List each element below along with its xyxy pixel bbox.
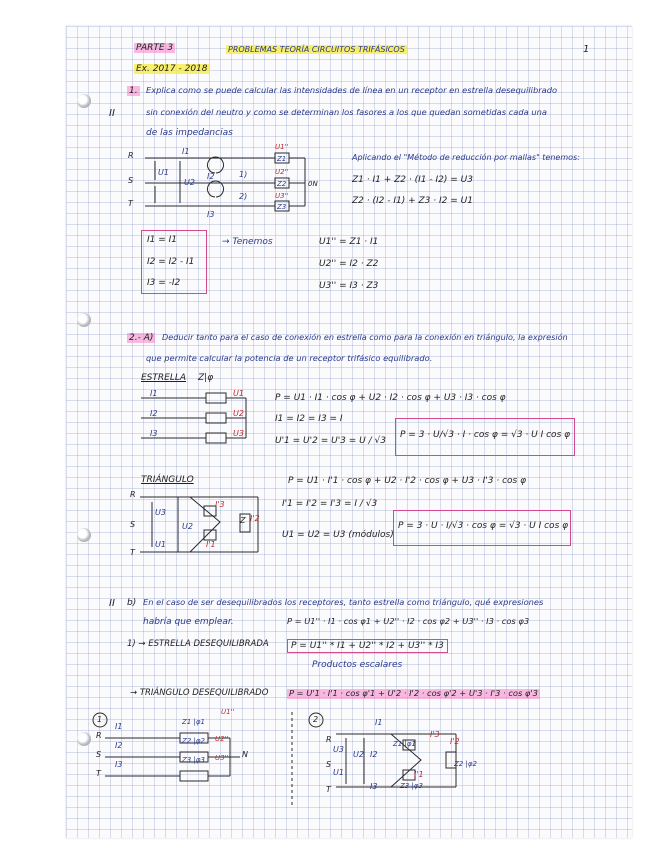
q1-label-i1: I1 <box>182 147 190 156</box>
q1-result1: U1'' = Z1 · I1 <box>319 237 379 247</box>
q1-boxed-eq2: I2 = I2 - I1 <box>147 257 195 267</box>
q2a-delta-u3: U3 <box>155 508 166 517</box>
q2a-star-u1: U1 <box>233 389 244 398</box>
q1-eq1: Z1 · I1 + Z2 · (I1 - I2) = U3 <box>352 175 473 185</box>
q2a-delta-i3p: I'3 <box>215 500 225 509</box>
q2a-delta-u1: U1 <box>155 540 166 549</box>
q1-label-z3: Z3 <box>277 203 287 211</box>
q2a-star-title: ESTRELLA <box>141 373 187 383</box>
header-year: Ex. 2017 - 2018 <box>136 64 208 74</box>
q2b-separator <box>290 712 294 807</box>
q2a-delta-i1p: I'1 <box>206 540 216 549</box>
q2b-fig2-u1: U1 <box>333 768 344 777</box>
binder-hole <box>77 732 91 746</box>
q1-label-u1p: U1'' <box>275 143 289 151</box>
q2b-fig1-n: N <box>242 750 248 759</box>
q2b-fig1-u2: U2'' <box>215 735 229 743</box>
q2b-fig1-i2: I2 <box>115 741 123 750</box>
q2b-fig2-i1p: I'1 <box>414 770 424 779</box>
q2b-fig2-s: S <box>326 760 332 769</box>
q2b-fig1-t: T <box>96 769 101 778</box>
q2b-text-line2: habría que emplear. <box>143 617 234 627</box>
q2b-star-eq2: P = U1'' * I1 + U2'' * I2 + U3'' * I3 <box>287 639 448 653</box>
q2b-star-eq1: P = U1'' · I1 · cos φ1 + U2'' · I2 · cos φ2 + U3'' · I3 · cos φ3 <box>287 616 530 626</box>
q1-marker: II <box>109 108 115 119</box>
q1-label-z1: Z1 <box>277 155 287 163</box>
page-number: 1 <box>583 44 590 55</box>
q2b-fig1-s: S <box>96 750 102 759</box>
q1-result3: U3'' = I3 · Z3 <box>319 281 379 291</box>
q2b-fig2-z3: Z3 |φ3 <box>400 782 423 790</box>
q1-loop1: 1) <box>239 170 248 179</box>
q2b-fig1-z2: Z2 |φ2 <box>182 737 205 745</box>
q2a-delta-eq1: P = U1 · I'1 · cos φ + U2 · I'2 · cos φ + U3 · I'3 · cos φ <box>288 476 527 486</box>
q1-boxed-eq3: I3 = -I2 <box>147 278 181 288</box>
q2b-fig2-u3: U3 <box>333 745 344 754</box>
q2a-star-i1: I1 <box>150 389 158 398</box>
q2b-fig1-z3: Z3 |φ3 <box>182 756 205 764</box>
q2a-text-line1: Deducir tanto para el caso de conexión en estrella como para la conexión en triángulo, la expresión <box>162 332 568 342</box>
binder-hole <box>77 528 91 542</box>
q2b-fig1-i3: I3 <box>115 760 123 769</box>
q2b-star-label: 1) → ESTRELLA DESEQUILIBRADA <box>127 639 269 649</box>
q2a-delta-r: R <box>130 490 136 499</box>
q2a-text-line2: que permite calcular la potencia de un receptor trifásico equilibrado. <box>146 353 433 363</box>
q2a-star-z: Z|φ <box>198 373 214 383</box>
q1-label-u1: U1 <box>158 168 169 177</box>
q2a-star-result: P = 3 · U/√3 · I · cos φ = √3 · U I cos φ <box>400 430 571 440</box>
q2b-fig2-i3: I3 <box>370 782 378 791</box>
q1-phase-s: S <box>128 176 134 185</box>
q1-arrow-text: → Tenemos <box>222 237 273 247</box>
q2a-star-u2: U2 <box>233 409 244 418</box>
q2b-fig2-z1: Z1 |φ1 <box>393 740 416 748</box>
q2a-star-eq1: P = U1 · I1 · cos φ + U2 · I2 · cos φ + U3 · I3 · cos φ <box>275 393 506 403</box>
q1-label-i2: I2 <box>207 172 215 181</box>
q2a-star-eq3: U'1 = U'2 = U'3 = U / √3 <box>275 436 386 446</box>
q2a-delta-circuit <box>140 492 270 560</box>
q1-text-line2: sin conexión del neutro y como se determinan los fasores a los que quedan sometidas cada una <box>146 107 547 117</box>
header-title: PROBLEMAS TEORÍA CIRCUITOS TRIFÁSICOS <box>228 45 405 54</box>
q2a-star-u3: U3 <box>233 429 244 438</box>
q2b-delta-eq: P = U'1 · I'1 · cos φ'1 + U'2 · I'2 · cos φ'2 + U'3 · I'3 · cos φ'3 <box>289 688 538 698</box>
q2b-fig2-t: T <box>326 785 331 794</box>
q2b-fig2-circuit <box>306 712 471 792</box>
q1-label-u3p: U3'' <box>275 192 289 200</box>
q2a-star-circuit <box>141 388 266 448</box>
q2a-star-i2: I2 <box>150 409 158 418</box>
q2a-delta-u2: U2 <box>182 522 193 531</box>
q2b-fig2-i2p: I'2 <box>450 737 460 746</box>
q1-node: 0N <box>308 180 318 188</box>
q1-phase-r: R <box>128 151 134 160</box>
q1-result2: U2'' = I2 · Z2 <box>319 259 379 269</box>
q1-method-title: Aplicando el "Método de reducción por mallas" tenemos: <box>352 153 580 162</box>
q2b-delta-label: → TRIÁNGULO DESEQUILIBRADO <box>130 688 269 698</box>
q2a-delta-result: P = 3 · U · I/√3 · cos φ = √3 · U I cos φ <box>398 521 569 531</box>
q2b-fig2-i1: I1 <box>375 718 383 727</box>
q1-text-line3: de las impedancias <box>146 128 233 138</box>
q2b-fig2-i2: I2 <box>370 750 378 759</box>
q1-label-u2: U2 <box>184 178 195 187</box>
q2b-fig1-num: 1 <box>97 715 103 724</box>
header-tag: PARTE 3 <box>136 43 174 53</box>
q1-label-z2: Z2 <box>277 180 287 188</box>
q2b-marker: II <box>109 598 115 609</box>
q2b-fig2-num: 2 <box>313 715 319 724</box>
q1-loop2: 2) <box>239 192 248 201</box>
q2a-delta-t: T <box>130 548 135 557</box>
q2b-fig1-z1: Z1 |φ1 <box>182 718 205 726</box>
q1-boxed-eq1: I1 = I1 <box>147 235 178 245</box>
q2b-text-line1: En el caso de ser desequilibrados los receptores, tanto estrella como triángulo, qué expresiones <box>143 597 544 607</box>
q2b-fig2-r: R <box>326 735 332 744</box>
q2a-label: 2.- A) <box>129 333 154 343</box>
q2b-label: b) <box>127 598 137 608</box>
q2a-delta-title: TRIÁNGULO <box>141 475 194 485</box>
q2b-fig1-i1: I1 <box>115 722 123 731</box>
q1-label-u2p: U2'' <box>275 168 289 176</box>
q2a-delta-i2p: I'2 <box>250 514 260 523</box>
q1-text-line1: Explica como se puede calcular las intensidades de línea en un receptor en estrella desequilibrado <box>146 85 558 95</box>
q1-number: 1. <box>129 86 138 96</box>
q2b-fig2-z2: Z2 |φ2 <box>454 760 477 768</box>
q2a-star-eq2: I1 = I2 = I3 = I <box>275 414 343 424</box>
q2b-fig1-u3: U3'' <box>215 754 229 762</box>
q2a-delta-s: S <box>130 520 136 529</box>
q2b-fig2-u2: U2 <box>353 750 364 759</box>
q1-eq2: Z2 · (I2 - I1) + Z3 · I2 = U1 <box>352 196 473 206</box>
q1-phase-t: T <box>128 199 133 208</box>
q2a-delta-z: Z <box>240 516 246 525</box>
binder-hole <box>77 313 91 327</box>
q2b-scalar: Productos escalares <box>312 660 403 670</box>
q2b-fig1-u1: U1'' <box>221 708 235 716</box>
q2b-fig1-r: R <box>96 731 102 740</box>
binder-hole <box>77 94 91 108</box>
q1-label-i3: I3 <box>207 210 215 219</box>
q2a-delta-eq2: I'1 = I'2 = I'3 = I / √3 <box>282 499 378 509</box>
q2b-fig2-i3p: I'3 <box>430 730 440 739</box>
q2a-delta-eq3: U1 = U2 = U3 (módulos) <box>282 530 394 540</box>
q2a-star-i3: I3 <box>150 429 158 438</box>
